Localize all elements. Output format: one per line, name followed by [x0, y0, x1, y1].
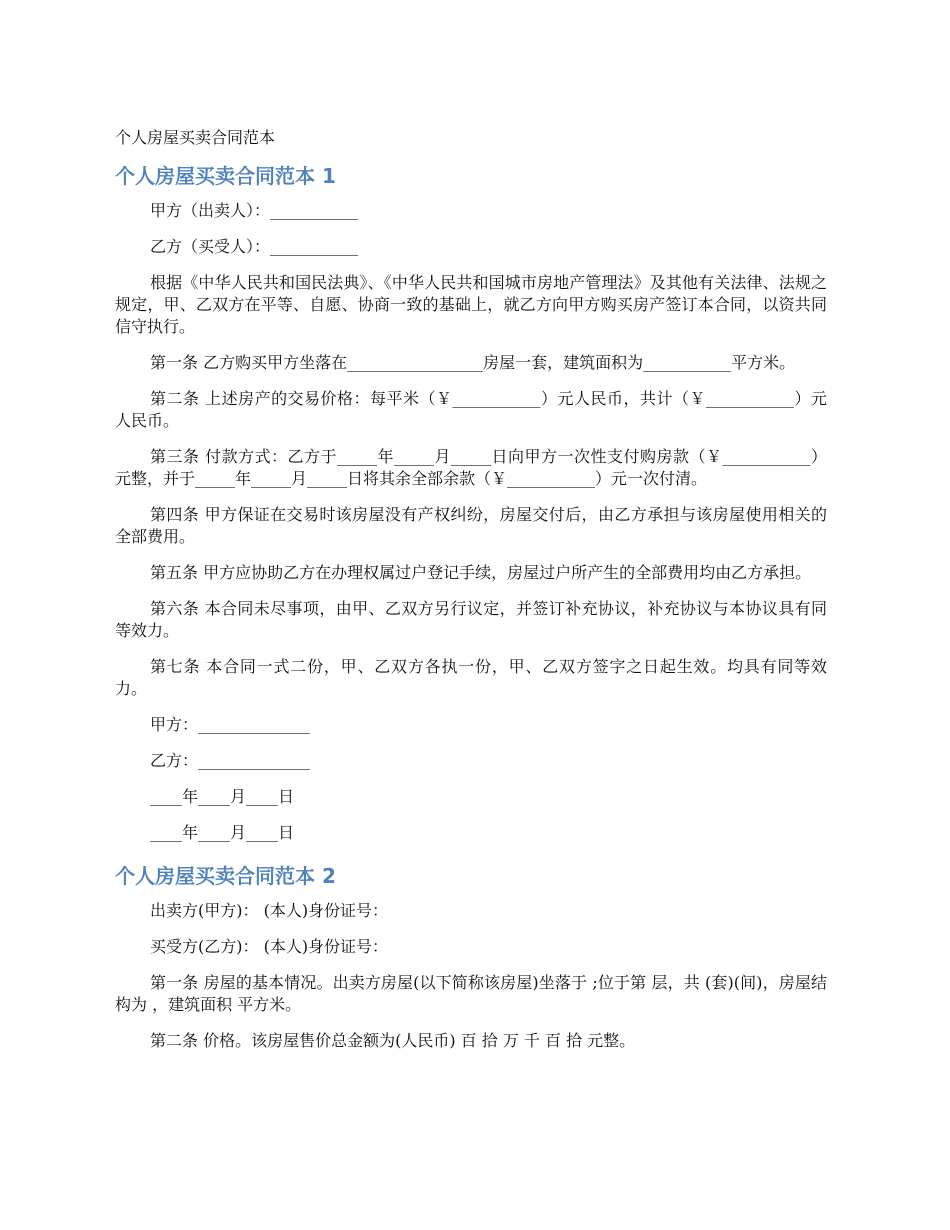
article-1-paragraph: 第一条 乙方购买甲方坐落在_________________房屋一套，建筑面积为___________平方米。 [150, 353, 796, 372]
signature-party-a: 甲方：______________ [150, 715, 311, 734]
article-2-paragraph: 第二条 上述房产的交易价格：每平米（￥___________）元人民币，共计（￥___________）元人民币。 [115, 389, 827, 430]
signature-date-2: ____年____月____日 [150, 823, 295, 842]
buyer-line: 买受方(乙方)： (本人)身份证号： [150, 937, 389, 956]
article-6-paragraph: 第六条 本合同未尽事项，由甲、乙双方另行议定，并签订补充协议，补充协议与本协议具有同等效力。 [115, 599, 827, 640]
house-info-paragraph: 第一条 房屋的基本情况。出卖方房屋(以下简称该房屋)坐落于 ;位于第 层，共 (套)(间)，房屋结构为 ，建筑面积 平方米。 [115, 973, 827, 1014]
section-heading-1: 个人房屋买卖合同范本 1 [115, 164, 336, 188]
article-7-paragraph: 第七条 本合同一式二份，甲、乙双方各执一份，甲、乙双方签字之日起生效。均具有同等效力。 [115, 657, 827, 698]
party-b-line: 乙方（买受人）：___________ [150, 237, 359, 256]
seller-line: 出卖方(甲方)： (本人)身份证号： [150, 901, 389, 920]
article-5-paragraph: 第五条 甲方应协助乙方在办理权属过户登记手续，房屋过户所产生的全部费用均由乙方承担。 [150, 563, 812, 582]
party-a-line: 甲方（出卖人）：___________ [150, 201, 359, 220]
section-heading-2: 个人房屋买卖合同范本 2 [115, 864, 336, 888]
article-3-paragraph: 第三条 付款方式：乙方于_____年_____月_____日向甲方一次性支付购房款（￥___________）元整，并于_____年_____月_____日将其余全部余款（￥___________）元一次付清。 [115, 447, 827, 488]
document-title: 个人房屋买卖合同范本 [115, 128, 276, 147]
document-content [115, 126, 827, 1066]
preamble-paragraph: 根据《中华人民共和国民法典》、《中华人民共和国城市房地产管理法》及其他有关法律、法规之规定，甲、乙双方在平等、自愿、协商一致的基础上，就乙方向甲方购买房产签订本合同，以资共同信守执行。 [115, 273, 827, 336]
price-paragraph: 第二条 价格。该房屋售价总金额为(人民币) 百 拾 万 千 百 拾 元整。 [150, 1031, 636, 1050]
signature-party-b: 乙方：______________ [150, 751, 311, 770]
signature-date-1: ____年____月____日 [150, 787, 295, 806]
article-4-paragraph: 第四条 甲方保证在交易时该房屋没有产权纠纷，房屋交付后，由乙方承担与该房屋使用相关的全部费用。 [115, 505, 827, 546]
